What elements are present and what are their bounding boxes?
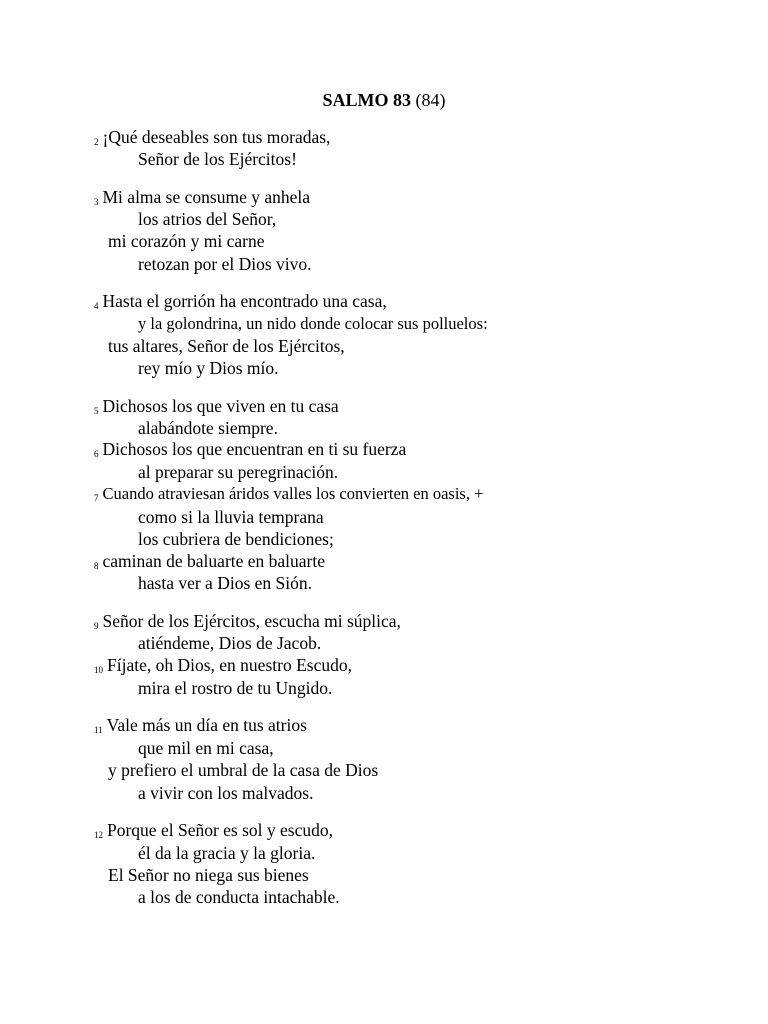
verse-number: 7: [94, 493, 99, 503]
verse-line: [138, 886, 340, 908]
verse-line: [108, 335, 345, 357]
verse-text: ¡Qué deseables son tus moradas,: [102, 127, 331, 147]
verse-text: él da la gracia y la gloria.: [138, 843, 316, 863]
verse-text: mi corazón y mi carne: [108, 231, 265, 251]
verse-text: a vivir con los malvados.: [138, 783, 314, 803]
verse-text: Dichosos los que viven en tu casa: [102, 396, 339, 416]
verse-line: [138, 737, 274, 759]
verse-number: 6: [94, 449, 99, 459]
verse-text: Señor de los Ejércitos, escucha mi súplica,: [102, 611, 401, 631]
verse-line: [138, 148, 297, 170]
verse-line: [138, 842, 315, 864]
verse-line: [108, 759, 378, 781]
verse-text: Dichosos los que encuentran en ti su fuerza: [102, 439, 407, 459]
verse-text: atiéndeme, Dios de Jacob.: [138, 633, 322, 653]
verse-number: 2: [94, 137, 99, 147]
verse-number: 8: [94, 561, 99, 571]
verse-text: que mil en mi casa,: [138, 738, 274, 758]
verse-text: rey mío y Dios mío.: [138, 358, 279, 378]
verse-text: El Señor no niega sus bienes: [108, 865, 309, 885]
verse-line: [138, 528, 334, 550]
psalm-title-alt-number: (84): [415, 90, 446, 110]
verse-number: 12: [94, 830, 103, 840]
verse-line: [138, 572, 312, 594]
verse-text: como si la lluvia temprana: [138, 507, 324, 527]
verse-text: Hasta el gorrión ha encontrado una casa,: [102, 291, 387, 311]
verse-line: [138, 313, 488, 335]
verse-text: Mi alma se consume y anhela: [102, 187, 311, 207]
verse-line: [138, 782, 313, 804]
psalm-title: [0, 88, 768, 112]
verse-line: [138, 253, 312, 275]
verse-text: Fíjate, oh Dios, en nuestro Escudo,: [107, 655, 352, 675]
verse-text: Señor de los Ejércitos!: [138, 149, 297, 169]
verse-line: [108, 230, 264, 252]
verse-text: Cuando atraviesan áridos valles los convierten en oasis, +: [102, 484, 484, 503]
verse-text: Vale más un día en tus atrios: [106, 715, 307, 735]
verse-number: 10: [94, 665, 103, 675]
verse-line: [138, 417, 278, 439]
verse-text: y prefiero el umbral de la casa de Dios: [108, 760, 379, 780]
psalm-title-main: SALMO 83: [322, 90, 411, 110]
verse-text: tus altares, Señor de los Ejércitos,: [108, 336, 345, 356]
verse-text: mira el rostro de tu Ungido.: [138, 678, 333, 698]
verse-text: retozan por el Dios vivo.: [138, 254, 312, 274]
verse-text: hasta ver a Dios en Sión.: [138, 573, 312, 593]
verse-line: [138, 357, 278, 379]
verse-text: Porque el Señor es sol y escudo,: [107, 820, 334, 840]
verse-line: [138, 208, 276, 230]
verse-text: y la golondrina, un nido donde colocar sus polluelos:: [138, 314, 488, 333]
verse-text: los atrios del Señor,: [138, 209, 277, 229]
verse-line: [138, 506, 324, 528]
verse-number: 3: [94, 197, 99, 207]
verse-number: 9: [94, 621, 99, 631]
verse-number: 4: [94, 301, 99, 311]
verse-text: alabándote siempre.: [138, 418, 278, 438]
verse-text: a los de conducta intachable.: [138, 887, 340, 907]
verse-line: [138, 677, 332, 699]
verse-line: [138, 461, 338, 483]
verse-line: [108, 864, 309, 886]
verse-text: al preparar su peregrinación.: [138, 462, 339, 482]
verse-text: los cubriera de bendiciones;: [138, 529, 334, 549]
verse-line: [138, 632, 321, 654]
verse-number: 5: [94, 406, 99, 416]
verse-text: caminan de baluarte en baluarte: [102, 551, 326, 571]
verse-number: 11: [94, 725, 103, 735]
